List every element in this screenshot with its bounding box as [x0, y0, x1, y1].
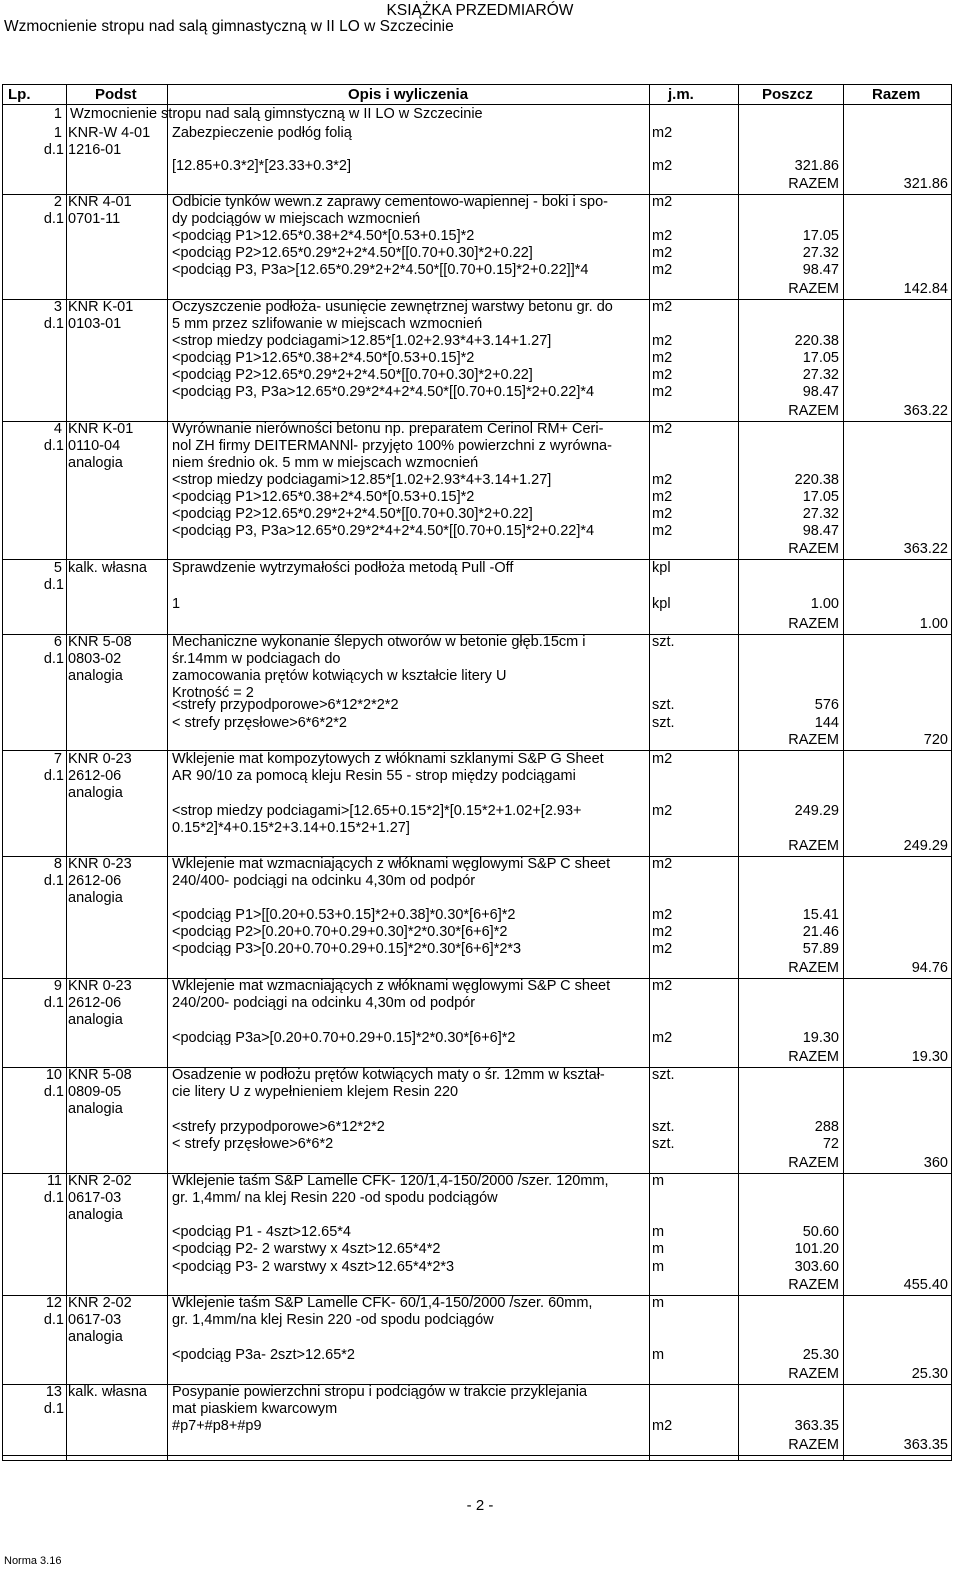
position-dn: d.1 — [43, 1401, 64, 1417]
position-description: Wklejenie taśm S&P Lamelle CFK- 60/1,4-150/2000 /szer. 60mm, — [172, 1295, 593, 1311]
razem-value: 19.30 — [911, 1049, 948, 1065]
razem-label: RAZEM — [788, 960, 839, 976]
position-description: Wklejenie mat kompozytowych z włóknami szklanymi S&P G Sheet — [172, 751, 604, 767]
position-basis: analogia — [68, 890, 123, 906]
calc-expression: <podciąg P3a- 2szt>12.65*2 — [172, 1347, 355, 1363]
position-basis: analogia — [68, 668, 123, 684]
razem-label: RAZEM — [788, 1437, 839, 1453]
razem-label: RAZEM — [788, 541, 839, 557]
position-basis: KNR K-01 — [68, 299, 134, 315]
calc-unit: szt. — [652, 697, 675, 713]
position-basis: KNR 5-08 — [68, 1067, 132, 1083]
position-description: 240/200- podciągi na odcinku 4,30m od podpór — [172, 995, 476, 1011]
position-basis: KNR 4-01 — [68, 194, 132, 210]
calc-expression: <podciąg P3, P3a>12.65*0.29*2*4+2*4.50*[[0.70+0.15]*2+0.22]*4 — [172, 384, 595, 400]
calc-expression: <podciąg P2- 2 warstwy x 4szt>12.65*4*2 — [172, 1241, 441, 1257]
calc-expression: <podciąg P2>12.65*0.29*2+2*4.50*[[0.70+0.30]*2+0.22] — [172, 245, 533, 261]
position-unit: szt. — [652, 634, 675, 650]
position-basis: analogia — [68, 455, 123, 471]
position-description: gr. 1,4mm/ na klej Resin 220 -od spodu podciągów — [172, 1190, 498, 1206]
razem-label: RAZEM — [788, 616, 839, 632]
position-unit: m — [652, 1295, 665, 1311]
razem-value: 94.76 — [911, 960, 948, 976]
position-basis: KNR 0-23 — [68, 751, 132, 767]
calc-unit: m2 — [652, 523, 673, 539]
column-divider — [738, 84, 739, 1461]
calc-expression: 0.15*2]*4+0.15*2+3.14+0.15*2+1.27] — [172, 820, 410, 836]
calc-expression: <strefy przypodporowe>6*12*2*2 — [172, 1119, 385, 1135]
calc-value: 15.41 — [802, 907, 839, 923]
calc-value: 321.86 — [794, 158, 839, 174]
calc-expression: < strefy przęsłowe>6*6*2*2 — [172, 715, 347, 731]
calc-unit: m — [652, 1241, 665, 1257]
razem-label: RAZEM — [788, 403, 839, 419]
position-unit: m2 — [652, 978, 673, 994]
position-basis: analogia — [68, 1329, 123, 1345]
calc-value: 144 — [814, 715, 839, 731]
calc-value: 19.30 — [802, 1030, 839, 1046]
calc-value: 101.20 — [794, 1241, 839, 1257]
razem-label: RAZEM — [788, 281, 839, 297]
position-number: 1 — [53, 125, 62, 141]
calc-value: 25.30 — [802, 1347, 839, 1363]
position-basis: 0701-11 — [68, 211, 121, 227]
position-description: Wyrównanie nierówności betonu np. preparatem Cerinol RM+ Ceri- — [172, 421, 604, 437]
calc-unit: m2 — [652, 489, 673, 505]
position-description: Zabezpieczenie podłóg folią — [172, 125, 352, 141]
position-number: 11 — [46, 1173, 62, 1189]
calc-unit: m2 — [652, 384, 673, 400]
position-number: 3 — [53, 299, 62, 315]
position-basis: 0809-05 — [68, 1084, 122, 1100]
position-number: 5 — [53, 560, 62, 576]
razem-label: RAZEM — [788, 1366, 839, 1382]
position-description: 5 mm przez szlifowanie w miejscach wzmocnień — [172, 316, 483, 332]
column-header-lp: Lp. — [8, 86, 31, 103]
position-dn: d.1 — [43, 438, 64, 454]
calc-expression: 1 — [172, 596, 181, 612]
calc-value: 576 — [814, 697, 839, 713]
calc-unit: m — [652, 1347, 665, 1363]
position-basis: 1216-01 — [68, 142, 122, 158]
position-dn: d.1 — [43, 995, 64, 1011]
calc-value: 303.60 — [794, 1259, 839, 1275]
calc-value: 27.32 — [802, 506, 839, 522]
calc-unit: m2 — [652, 367, 673, 383]
position-description: cie litery U z wypełnieniem klejem Resin 220 — [172, 1084, 459, 1100]
calc-unit: m2 — [652, 350, 673, 366]
position-description: niem średnio ok. 5 mm w miejscach wzmocnień — [172, 455, 479, 471]
position-unit: m — [652, 1173, 665, 1189]
razem-value: 25.30 — [911, 1366, 948, 1382]
calc-expression: <strop miedzy podciagami>[12.65+0.15*2]*[0.15*2+1.02+[2.93+ — [172, 803, 582, 819]
position-description: Osadzenie w podłożu prętów kotwiących maty o śr. 12mm w kształ- — [172, 1067, 605, 1083]
calc-expression: <podciąg P1 - 4szt>12.65*4 — [172, 1224, 351, 1240]
calc-unit: szt. — [652, 1136, 675, 1152]
calc-value: 27.32 — [802, 245, 839, 261]
column-divider — [66, 84, 67, 1461]
calc-unit: kpl — [652, 596, 671, 612]
position-dn: d.1 — [43, 1190, 64, 1206]
position-basis: 2612-06 — [68, 873, 122, 889]
calc-unit: m2 — [652, 941, 673, 957]
position-description: zamocowania prętów kotwiących w kształcie litery U — [172, 668, 507, 684]
position-description: Krotność = 2 — [172, 685, 254, 701]
calc-value: 57.89 — [802, 941, 839, 957]
calc-unit: m2 — [652, 245, 673, 261]
column-divider — [167, 84, 168, 1461]
calc-expression: <podciąg P3a>[0.20+0.70+0.29+0.15]*2*0.30*[6+6]*2 — [172, 1030, 516, 1046]
book-title: KSIĄŻKA PRZEDMIARÓW — [386, 2, 574, 19]
calc-value: 21.46 — [802, 924, 839, 940]
position-description: Wklejenie mat wzmacniających z włóknami węglowymi S&P C sheet — [172, 856, 611, 872]
razem-label: RAZEM — [788, 176, 839, 192]
norma-version: Norma 3.16 — [4, 1555, 62, 1567]
position-number: 2 — [53, 194, 62, 210]
calc-unit: m2 — [652, 333, 673, 349]
column-header-poszcz: Poszcz — [762, 86, 813, 103]
calc-unit: szt. — [652, 1119, 675, 1135]
calc-unit: m2 — [652, 803, 673, 819]
calc-value: 17.05 — [802, 228, 839, 244]
position-basis: 0103-01 — [68, 316, 122, 332]
calc-expression: <strop miedzy podciagami>12.85*[1.02+2.93*4+3.14+1.27] — [172, 333, 552, 349]
calc-expression: <podciąg P2>12.65*0.29*2+2*4.50*[[0.70+0.30]*2+0.22] — [172, 367, 533, 383]
calc-unit: m2 — [652, 262, 673, 278]
position-basis: KNR 0-23 — [68, 978, 132, 994]
position-basis: KNR 0-23 — [68, 856, 132, 872]
column-header-razem: Razem — [872, 86, 921, 103]
position-description: Posypanie powierzchni stropu i podciągów w trakcie przyklejania — [172, 1384, 588, 1400]
position-basis: KNR 2-02 — [68, 1295, 132, 1311]
calc-value: 1.00 — [810, 596, 839, 612]
calc-unit: m2 — [652, 158, 673, 174]
calc-expression: <podciąg P1>12.65*0.38+2*4.50*[0.53+0.15]*2 — [172, 489, 475, 505]
position-dn: d.1 — [43, 211, 64, 227]
razem-label: RAZEM — [788, 732, 839, 748]
position-dn: d.1 — [43, 651, 64, 667]
calc-value: 98.47 — [802, 262, 839, 278]
calc-expression: <podciąg P1>12.65*0.38+2*4.50*[0.53+0.15]*2 — [172, 350, 475, 366]
calc-expression: <podciąg P3>[0.20+0.70+0.29+0.15]*2*0.30*[6+6]*2*3 — [172, 941, 522, 957]
calc-value: 50.60 — [802, 1224, 839, 1240]
calc-value: 249.29 — [794, 803, 839, 819]
calc-expression: <podciąg P1>12.65*0.38+2*4.50*[0.53+0.15]*2 — [172, 228, 475, 244]
position-description: Mechaniczne wykonanie ślepych otworów w betonie głęb.15cm i — [172, 634, 586, 650]
position-dn: d.1 — [43, 1312, 64, 1328]
position-number: 4 — [53, 421, 62, 437]
calc-expression: <strop miedzy podciagami>12.85*[1.02+2.93*4+3.14+1.27] — [172, 472, 552, 488]
position-dn: d.1 — [43, 1084, 64, 1100]
calc-unit: m2 — [652, 472, 673, 488]
razem-value: 360 — [923, 1155, 948, 1171]
position-number: 12 — [45, 1295, 62, 1311]
position-unit: m2 — [652, 421, 673, 437]
position-description: Wklejenie taśm S&P Lamelle CFK- 120/1,4-150/2000 /szer. 120mm, — [172, 1173, 609, 1189]
position-basis: KNR 2-02 — [68, 1173, 132, 1189]
razem-value: 249.29 — [903, 838, 948, 854]
position-unit: m2 — [652, 856, 673, 872]
razem-value: 1.00 — [919, 616, 948, 632]
position-unit: m2 — [652, 299, 673, 315]
page-number: - 2 - — [466, 1497, 494, 1514]
position-basis: 0617-03 — [68, 1190, 122, 1206]
calc-expression: <podciąg P3, P3a>[12.65*0.29*2+2*4.50*[[0.70+0.15]*2+0.22]]*4 — [172, 262, 589, 278]
position-basis: KNR 5-08 — [68, 634, 132, 650]
position-description: mat piaskiem kwarcowym — [172, 1401, 338, 1417]
column-header-podst: Podst — [95, 86, 137, 103]
calc-unit: m — [652, 1224, 665, 1240]
row-divider — [2, 1455, 952, 1456]
calc-unit: m2 — [652, 924, 673, 940]
razem-value: 455.40 — [903, 1277, 948, 1293]
position-number: 9 — [53, 978, 62, 994]
position-dn: d.1 — [43, 768, 64, 784]
column-divider — [843, 84, 844, 1461]
position-description: śr.14mm w podciagach do — [172, 651, 341, 667]
razem-label: RAZEM — [788, 1155, 839, 1171]
position-dn: d.1 — [43, 142, 64, 158]
razem-value: 363.22 — [903, 403, 948, 419]
position-number: 6 — [53, 634, 62, 650]
calc-unit: m2 — [652, 907, 673, 923]
razem-value: 363.22 — [903, 541, 948, 557]
column-header-jm: j.m. — [668, 86, 694, 103]
razem-label: RAZEM — [788, 838, 839, 854]
razem-label: RAZEM — [788, 1049, 839, 1065]
position-unit: szt. — [652, 1067, 675, 1083]
column-divider — [649, 84, 650, 1461]
position-number: 13 — [45, 1384, 62, 1400]
calc-expression: #p7+#p8+#p9 — [172, 1418, 262, 1434]
position-description: Odbicie tynków wewn.z zaprawy cementowo-wapiennej - boki i spo- — [172, 194, 608, 210]
position-basis: kalk. własna — [68, 1384, 147, 1400]
razem-value: 363.35 — [903, 1437, 948, 1453]
calc-unit: m2 — [652, 506, 673, 522]
calc-unit: szt. — [652, 715, 675, 731]
calc-value: 72 — [822, 1136, 839, 1152]
position-basis: 2612-06 — [68, 768, 122, 784]
razem-label: RAZEM — [788, 1277, 839, 1293]
calc-expression: <strefy przypodporowe>6*12*2*2*2 — [172, 697, 399, 713]
position-unit: kpl — [652, 560, 671, 576]
position-basis: 2612-06 — [68, 995, 122, 1011]
calc-expression: <podciąg P3- 2 warstwy x 4szt>12.65*4*2*3 — [172, 1259, 455, 1275]
calc-unit: m2 — [652, 1418, 673, 1434]
position-basis: KNR K-01 — [68, 421, 134, 437]
position-basis: 0110-04 — [68, 438, 121, 454]
calc-expression: <podciąg P2>12.65*0.29*2+2*4.50*[[0.70+0.30]*2+0.22] — [172, 506, 533, 522]
position-unit: m2 — [652, 194, 673, 210]
position-description: gr. 1,4mm/na klej Resin 220 -od spodu podciągów — [172, 1312, 494, 1328]
position-number: 10 — [45, 1067, 62, 1083]
calc-value: 17.05 — [802, 489, 839, 505]
calc-value: 17.05 — [802, 350, 839, 366]
position-description: nol ZH firmy DEITERMANNl- przyjęto 100% powierzchni z wyrówna- — [172, 438, 612, 454]
calc-expression: [12.85+0.3*2]*[23.33+0.3*2] — [172, 158, 351, 174]
position-dn: d.1 — [43, 873, 64, 889]
position-basis: analogia — [68, 1012, 123, 1028]
position-basis: 0803-02 — [68, 651, 122, 667]
calc-value: 220.38 — [794, 472, 839, 488]
calc-value: 98.47 — [802, 523, 839, 539]
calc-value: 288 — [814, 1119, 839, 1135]
position-number: 7 — [53, 751, 62, 767]
position-basis: analogia — [68, 1101, 123, 1117]
calc-expression: <podciąg P1>[[0.20+0.53+0.15]*2+0.38]*0.30*[6+6]*2 — [172, 907, 516, 923]
column-header-opis: Opis i wyliczenia — [348, 86, 469, 103]
calc-unit: m2 — [652, 228, 673, 244]
document-subtitle: Wzmocnienie stropu nad salą gimnastyczną w II LO w Szczecinie — [4, 18, 454, 35]
calc-expression: <podciąg P2>[0.20+0.70+0.29+0.30]*2*0.30*[6+6]*2 — [172, 924, 508, 940]
calc-value: 363.35 — [794, 1418, 839, 1434]
position-description: Sprawdzenie wytrzymałości podłoża metodą Pull -Off — [172, 560, 514, 576]
position-basis: analogia — [68, 1207, 123, 1223]
position-description: Oczyszczenie podłoża- usunięcie zewnętrznej warstwy betonu gr. do — [172, 299, 613, 315]
position-dn: d.1 — [43, 316, 64, 332]
section-title: Wzmocnienie stropu nad salą gimnstyczną w II LO w Szczecinie — [70, 106, 483, 122]
header-divider — [2, 104, 952, 105]
calc-value: 220.38 — [794, 333, 839, 349]
position-basis: KNR-W 4-01 — [68, 125, 151, 141]
position-basis: kalk. własna — [68, 560, 147, 576]
razem-value: 321.86 — [903, 176, 948, 192]
position-unit: m2 — [652, 751, 673, 767]
calc-expression: <podciąg P3, P3a>12.65*0.29*2*4+2*4.50*[[0.70+0.15]*2+0.22]*4 — [172, 523, 595, 539]
position-description: dy podciągów w miejscach wzmocnień — [172, 211, 421, 227]
position-description: AR 90/10 za pomocą kleju Resin 55 - strop między podciągami — [172, 768, 576, 784]
position-description: 240/400- podciągi na odcinku 4,30m od podpór — [172, 873, 476, 889]
position-dn: d.1 — [43, 577, 64, 593]
position-description: Wklejenie mat wzmacniających z włóknami węglowymi S&P C sheet — [172, 978, 611, 994]
position-basis: analogia — [68, 785, 123, 801]
position-number: 8 — [53, 856, 62, 872]
calc-unit: m — [652, 1259, 665, 1275]
section-number: 1 — [53, 106, 62, 122]
razem-value: 142.84 — [903, 281, 948, 297]
position-unit: m2 — [652, 125, 673, 141]
calc-expression: < strefy przęsłowe>6*6*2 — [172, 1136, 334, 1152]
calc-value: 27.32 — [802, 367, 839, 383]
position-basis: 0617-03 — [68, 1312, 122, 1328]
razem-value: 720 — [923, 732, 948, 748]
calc-unit: m2 — [652, 1030, 673, 1046]
calc-value: 98.47 — [802, 384, 839, 400]
